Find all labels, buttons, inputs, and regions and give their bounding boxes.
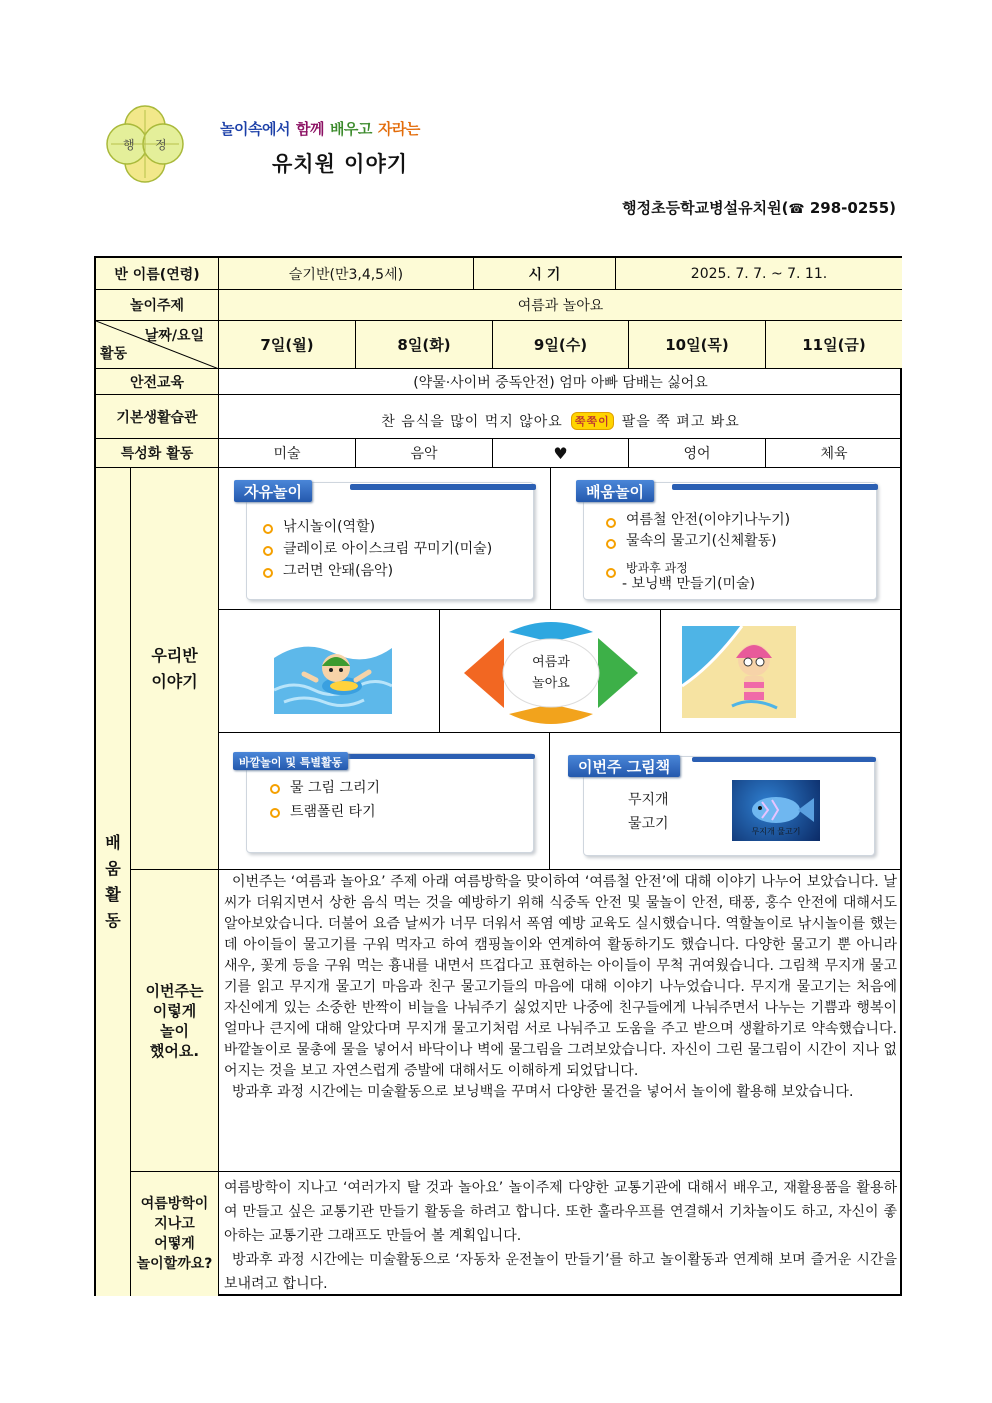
habit-text-before: 찬 음식을 많이 먹지 않아요 [381,413,563,430]
class-label: 반 이름(연령) [96,258,219,290]
period-label: 시 기 [474,258,616,290]
special-activity: 체육 [766,439,902,468]
picture-book-title: 이번주 그림책 [568,755,680,777]
page-title: 유치원 이야기 [272,152,409,176]
special-label: 특성화 활동 [96,439,219,468]
day-header: 8일(화) [356,321,493,369]
theme-badge-text [464,652,638,694]
title-bar-decoration [332,754,535,759]
slogan-word: 자라는 [377,120,420,138]
day-header: 9일(수) [493,321,629,369]
school-label: 행정초등학교병설유치원( [622,199,789,217]
day-header: 7일(월) [219,321,356,369]
list-item: 트램폴린 타기 [268,800,380,824]
title-bar-decoration [672,484,878,490]
special-activity: 음악 [356,439,493,468]
list-item: 물속의 물고기(신체활동) [604,531,790,552]
book-cover-title: 무지개 물고기 [751,827,801,836]
free-play-title: 자유놀이 [234,480,312,502]
class-value: 슬기반(만3,4,5세) [219,258,474,290]
outdoor-list [268,776,380,824]
logo-text-left: 행 [123,138,135,152]
habit-text-after: 팔을 쭉 펴고 봐요 [621,413,740,430]
picture-book-name [628,788,669,836]
book-title-line: 무지개 [628,792,669,808]
special-activity: 영어 [629,439,766,468]
paragraph: 방과후 과정 시간에는 미술활동으로 ‘자동차 운전놀이 만들기’를 하고 놀이활동과 연계해 보며 즐거운 시간을 보내려고 합니다. [224,1252,897,1292]
paragraph: 방과후 과정 시간에는 미술활동으로 보닝백을 꾸며서 다양한 물건을 넣어서 놀이에 활용해 보았습니다. [232,1084,854,1100]
habit-value [219,395,902,439]
phone-icon: ☎ [788,202,805,217]
swimming-girl-image [682,626,796,718]
book-cover-image [732,780,820,841]
paragraph: 이번주는 ‘여름과 놀아요’ 주제 아래 여름방학을 맞이하여 ‘여름철 안전’에 대해 이야기 나누어 보았습니다. 날씨가 더워지면서 상한 음식 먹는 것을 예방하기 위해 식중독 안전 및 물놀이 안전, 태풍, 홍수 안전에 대해서도 알아보았습니다. 더불어 요즘 날씨가 너무 더워서 폭염 예방 교육도 실시했습니다. 역할놀이로 낚시놀이를 했는데 아이들이 물고기를 구워 먹자고 하여 캠핑놀이와 연계하여 활동하기도 했습니다. 다양한 물고기 뿐 아니라 새우, 꽃게 등을 구워 먹는 흉내를 내면서 뜨겁다고 표현하는 아이들이 무척 귀여웠습니다. 그림책 무지개 물고기를 읽고 무지개 물고기 마음과 친구 물고기들의 마음에 대해 이야기 나누었습니다. 무지개 물고기는 처음에 자신에게 있는 소중한 반짝이 비늘을 나눠주기 싫었지만 나중에 친구들에게 나눠주면서 나누는 기쁨과 행복이 얼마나 큰지에 대해 알았다며 무지개 물고기처럼 서로 나눠주고 도움을 주고 받으며 생활하기로 약속했습니다. 바깥놀이로 물총에 물을 넣어서 바닥이나 벽에 물그림을 그려보았습니다. 자신이 그린 물그림이 시간이 지나 없어지는 것을 보고 자연스럽게 증발에 대해서도 이해하게 되었답니다. [224,874,897,1079]
learning-play-title: 배움놀이 [576,480,654,502]
this-week-text [224,872,897,1103]
list-item: 클레이로 아이스크림 꾸미기(미술) [261,538,492,560]
swimming-boy-image [274,628,392,714]
heart-icon: ♥ [493,439,629,468]
title-bar-decoration [350,484,536,490]
slogan-word: 함께 [295,120,324,138]
list-item: 그러면 안돼(음악) [261,560,492,582]
outdoor-title: 바깥놀이 및 특별활동 [233,752,348,770]
learning-activity-label: 배 움 활 동 [96,468,131,1296]
free-play-list [261,516,492,582]
theme-badge-line: 놀아요 [532,676,570,691]
theme-badge-line: 여름과 [532,655,570,670]
stretch-badge: 쭉쭉이 [571,412,614,430]
period-value: 2025. 7. 7. ~ 7. 11. [616,258,902,290]
slogan-word: 놀이속에서 [220,120,290,138]
school-logo [105,104,185,184]
list-item: 낚시놀이(역할) [261,516,492,538]
weekly-plan-table [94,256,902,1296]
theme-value: 여름과 놀아요 [219,290,902,321]
list-item: 물 그림 그리기 [268,776,380,800]
habit-label: 기본생활습관 [96,395,219,439]
day-header: 10일(목) [629,321,766,369]
phone-number: 298-0255) [804,199,896,217]
day-header: 11일(금) [766,321,902,369]
theme-label: 놀이주제 [96,290,219,321]
activity-header-label: 활동 [100,346,128,362]
safety-value: (약물·사이버 중독안전) 엄마 아빠 담배는 싫어요 [219,369,902,395]
list-item: 방과후 과정 [604,560,790,576]
theme-badge [464,620,638,726]
school-name [622,197,896,218]
our-class-label: 우리반 이야기 [131,468,219,870]
after-vacation-label: 여름방학이 지나고 어떻게 놀이할까요? [131,1172,219,1296]
slogan [220,118,426,139]
this-week-label: 이번주는 이렇게 놀이 했어요. [131,870,219,1172]
learning-play-list [604,510,790,592]
date-header-label: 날짜/요일 [144,328,204,344]
paragraph: 여름방학이 지나고 ‘여러가지 탈 것과 놀아요’ 놀이주제 다양한 교통기관에 대해서 배우고, 재활용품을 활용하여 만들고 싶은 교통기관 만들기 활동을 하려고 합니다. 또한 훌라우프를 연결해서 기차놀이도 하고, 자신이 좋아하는 교통기관 그래프도 만들어 볼 계획입니다. [224,1180,897,1244]
list-item: 여름철 안전(이야기나누기) [604,510,790,531]
date-activity-header [96,321,219,369]
title-bar-decoration [692,757,876,762]
after-vacation-text [224,1176,897,1296]
book-title-line: 물고기 [628,816,669,832]
slogan-word: 배우고 [329,120,372,138]
list-subitem: - 보닝백 만들기(미술) [622,576,756,592]
logo-text-right: 정 [155,138,167,152]
safety-label: 안전교육 [96,369,219,395]
special-activity: 미술 [219,439,356,468]
